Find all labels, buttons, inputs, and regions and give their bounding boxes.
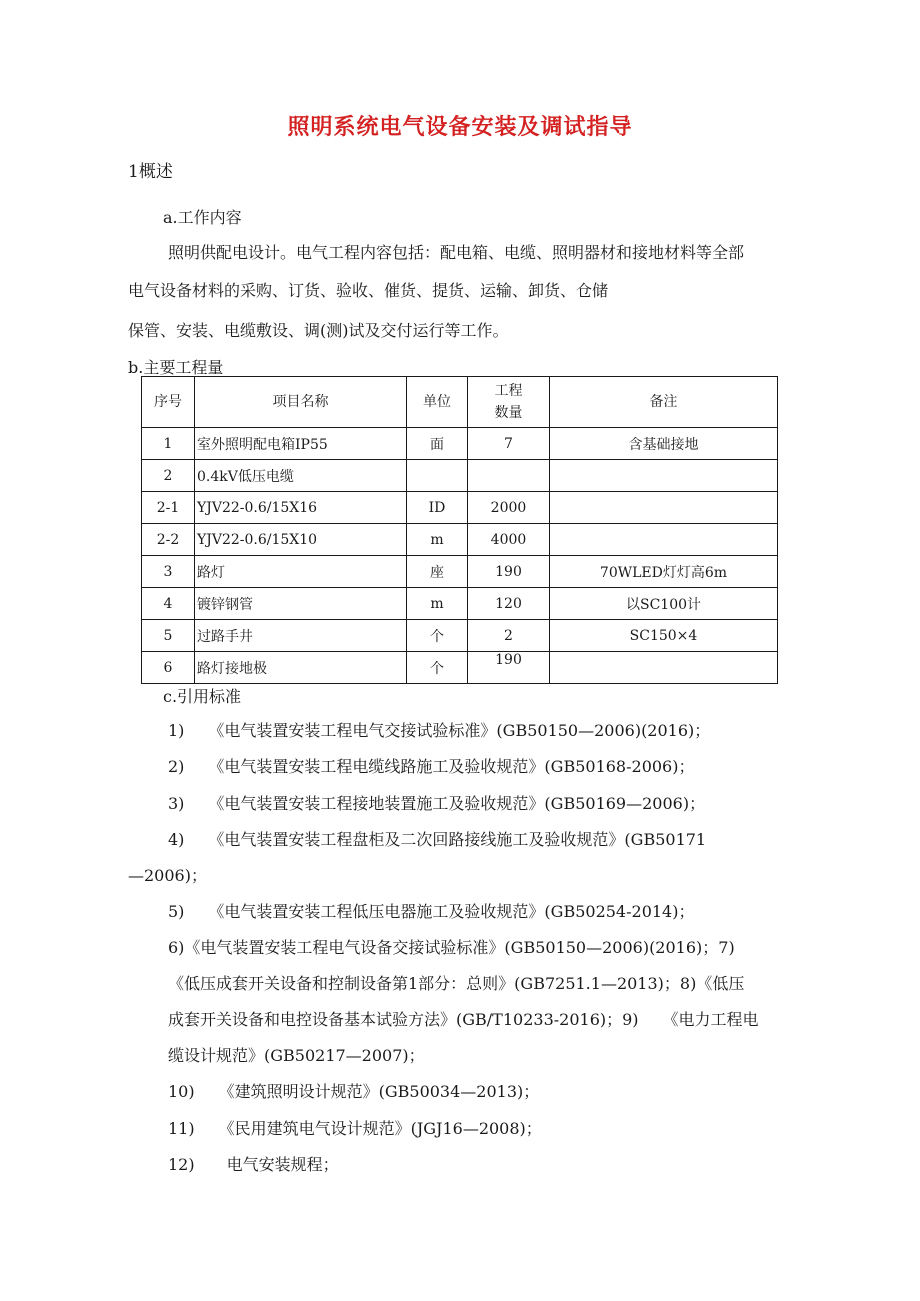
ref-line: 5) 《电气装置安装工程低压电器施工及验收规范》(GB50254-2014)； xyxy=(168,902,695,921)
ref-line: 缆设计规范》(GB50217—2007)； xyxy=(168,1046,425,1065)
table-header-row xyxy=(142,377,778,428)
ref-line: 4) 《电气装置安装工程盘柜及二次回路接线施工及验收规范》(GB50171 xyxy=(168,830,707,849)
header-item-name: 项目名称 xyxy=(195,377,407,428)
cell-quantity: 7 xyxy=(468,428,550,460)
table-row xyxy=(142,620,778,652)
cell-item: 路灯接地极 xyxy=(195,652,407,684)
cell-unit: ID xyxy=(407,492,468,524)
cell-remark: 70WLED灯灯高6m xyxy=(550,556,778,588)
cell-serial: 5 xyxy=(142,620,195,652)
para-a-line-3: 保管、安装、电缆敷设、调(测)试及交付运行等工作。 xyxy=(128,321,509,340)
table-row xyxy=(142,524,778,556)
cell-quantity xyxy=(468,460,550,492)
table-row xyxy=(142,460,778,492)
cell-quantity: 120 xyxy=(468,588,550,620)
cell-remark: 含基础接地 xyxy=(550,428,778,460)
cell-remark xyxy=(550,460,778,492)
cell-quantity: 2 xyxy=(468,620,550,652)
cell-serial: 6 xyxy=(142,652,195,684)
cell-item: 镀锌钢管 xyxy=(195,588,407,620)
table-row xyxy=(142,588,778,620)
cell-unit: m xyxy=(407,588,468,620)
ref-line: 成套开关设备和电控设备基本试验方法》(GB/T10233-2016)；9) 《电力工程电 xyxy=(168,1010,759,1029)
cell-quantity: 4000 xyxy=(468,524,550,556)
cell-item: 0.4kV低压电缆 xyxy=(195,460,407,492)
cell-item: 室外照明配电箱IP55 xyxy=(195,428,407,460)
cell-item: YJV22-0.6/15X16 xyxy=(195,492,407,524)
ref-line: 12) 电气安装规程； xyxy=(168,1155,339,1174)
cell-remark xyxy=(550,524,778,556)
cell-serial: 2 xyxy=(142,460,195,492)
cell-serial: 2-1 xyxy=(142,492,195,524)
quantities-table xyxy=(141,376,778,684)
cell-remark xyxy=(550,652,778,684)
cell-item: 过路手井 xyxy=(195,620,407,652)
cell-item: 路灯 xyxy=(195,556,407,588)
section-1-heading: 1概述 xyxy=(128,162,173,182)
table-row xyxy=(142,556,778,588)
ref-line: 6)《电气装置安装工程电气设备交接试验标准》(GB50150—2006)(2016)；7) xyxy=(168,938,735,957)
para-a-line-1: 照明供配电设计。电气工程内容包括：配电箱、电缆、照明器材和接地材料等全部 xyxy=(168,243,745,262)
cell-unit: 座 xyxy=(407,556,468,588)
ref-line: 《低压成套开关设备和控制设备第1部分：总则》(GB7251.1—2013)；8)《低压 xyxy=(168,974,745,993)
cell-serial: 4 xyxy=(142,588,195,620)
ref-line: 2) 《电气装置安装工程电缆线路施工及验收规范》(GB50168-2006)； xyxy=(168,757,695,776)
cell-unit: m xyxy=(407,524,468,556)
cell-unit xyxy=(407,460,468,492)
cell-remark xyxy=(550,492,778,524)
cell-remark: SC150×4 xyxy=(550,620,778,652)
header-quantity: 工程 数量 xyxy=(468,377,550,428)
ref-line: 3) 《电气装置安装工程接地装置施工及验收规范》(GB50169—2006)； xyxy=(168,794,706,813)
table-row xyxy=(142,652,778,684)
ref-line: —2006)； xyxy=(128,866,207,885)
sub-b-heading: b.主要工程量 xyxy=(128,358,224,377)
table-row xyxy=(142,492,778,524)
ref-line: 10) 《建筑照明设计规范》(GB50034—2013)； xyxy=(168,1082,540,1101)
cell-remark: 以SC100计 xyxy=(550,588,778,620)
sub-a-heading: a.工作内容 xyxy=(163,208,242,227)
cell-unit: 个 xyxy=(407,620,468,652)
ref-line: 11) 《民用建筑电气设计规范》(JGJ16—2008)； xyxy=(168,1119,542,1138)
cell-unit: 个 xyxy=(407,652,468,684)
cell-quantity: 190 xyxy=(468,652,550,684)
cell-item: YJV22-0.6/15X10 xyxy=(195,524,407,556)
sub-c-heading: c.引用标准 xyxy=(163,687,242,706)
document-title: 照明系统电气设备安装及调试指导 xyxy=(287,115,633,140)
cell-quantity: 2000 xyxy=(468,492,550,524)
cell-quantity: 190 xyxy=(468,556,550,588)
cell-serial: 2-2 xyxy=(142,524,195,556)
ref-line: 1) 《电气装置安装工程电气交接试验标准》(GB50150—2006)(2016)； xyxy=(168,721,711,740)
header-serial: 序号 xyxy=(142,377,195,428)
table-row xyxy=(142,428,778,460)
cell-serial: 3 xyxy=(142,556,195,588)
cell-unit: 面 xyxy=(407,428,468,460)
cell-serial: 1 xyxy=(142,428,195,460)
para-a-line-2: 电气设备材料的采购、订货、验收、催货、提货、运输、卸货、仓储 xyxy=(128,281,609,300)
header-remark: 备注 xyxy=(550,377,778,428)
header-unit: 单位 xyxy=(407,377,468,428)
